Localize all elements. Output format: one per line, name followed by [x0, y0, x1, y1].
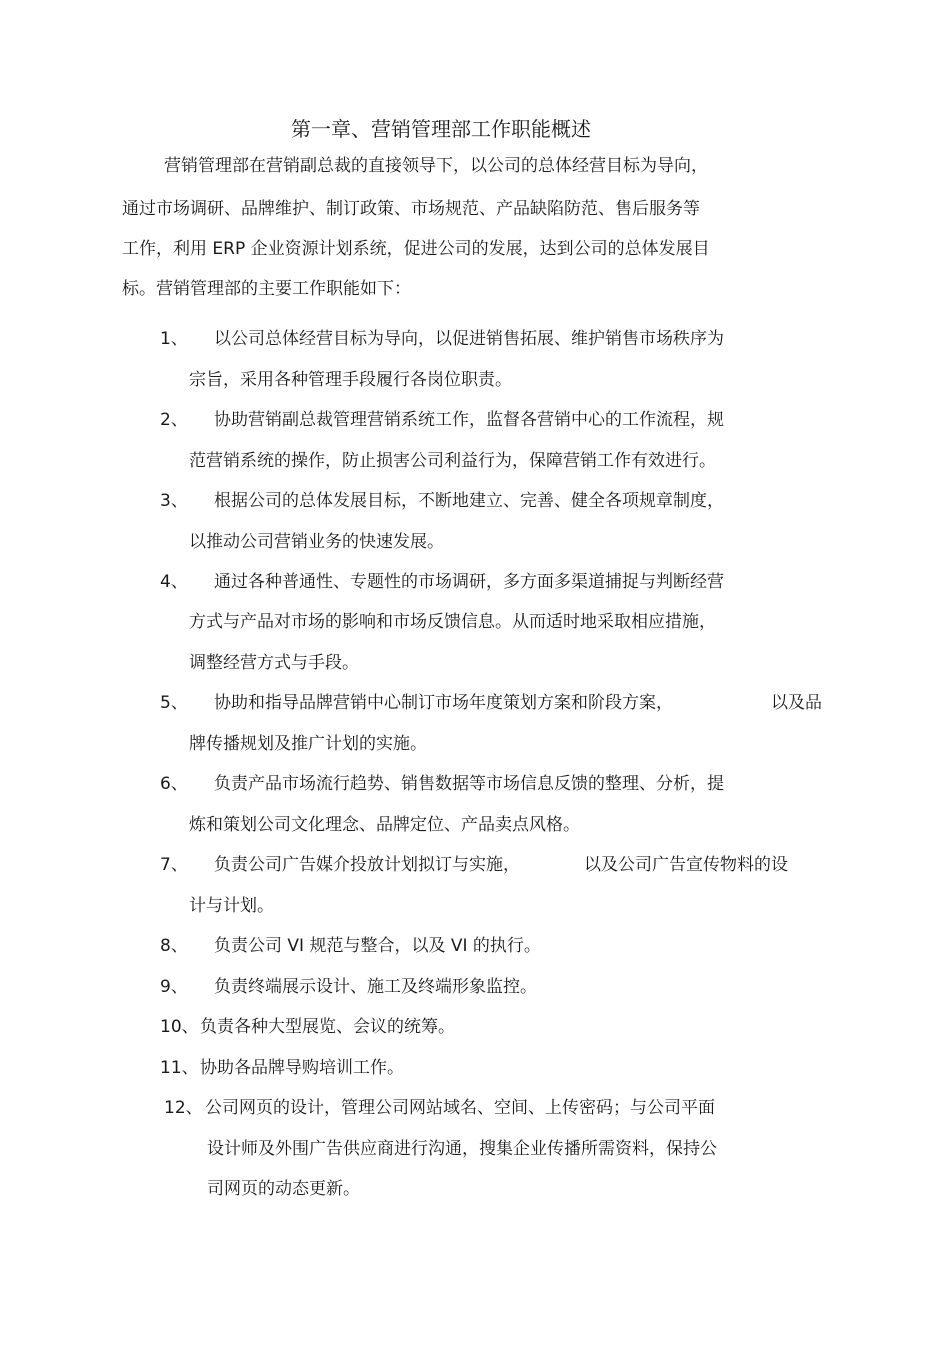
- item-number: 10、: [160, 1017, 199, 1037]
- item-text: 协助和指导品牌营销中心制订市场年度策划方案和阶段方案，: [214, 693, 673, 713]
- item-number: 12、: [164, 1098, 203, 1118]
- item-text: 调整经营方式与手段。: [189, 653, 359, 673]
- item-text: 以公司总体经营目标为导向，以促进销售拓展、维护销售市场秩序为: [214, 329, 724, 349]
- item-number: 11、: [160, 1058, 199, 1078]
- item-number: 1、: [160, 329, 188, 349]
- intro-line: 通过市场调研、品牌维护、制订政策、市场规范、产品缺陷防范、售后服务等: [122, 199, 700, 219]
- item-text: 负责产品市场流行趋势、销售数据等市场信息反馈的整理、分析，提: [214, 774, 724, 794]
- item-text: 根据公司的总体发展目标，不断地建立、完善、健全各项规章制度，: [214, 491, 724, 511]
- item-text: 以及品: [771, 693, 822, 713]
- item-number: 8、: [160, 936, 188, 956]
- item-text: 协助营销副总裁管理营销系统工作，监督各营销中心的工作流程，规: [214, 410, 724, 430]
- item-text: 司网页的动态更新。: [207, 1179, 360, 1199]
- item-number: 4、: [160, 572, 188, 592]
- item-text: 方式与产品对市场的影响和市场反馈信息。从而适时地采取相应措施，: [189, 612, 716, 632]
- item-text: 炼和策划公司文化理念、品牌定位、产品卖点风格。: [189, 815, 580, 835]
- item-number: 2、: [160, 410, 188, 430]
- item-text: 负责终端展示设计、施工及终端形象监控。: [214, 977, 537, 997]
- item-text: 通过各种普通性、专题性的市场调研，多方面多渠道捕捉与判断经营: [214, 572, 724, 592]
- item-number: 3、: [160, 491, 188, 511]
- page-title: 第一章、营销管理部工作职能概述: [291, 117, 591, 141]
- item-text: 负责公司 VI 规范与整合，以及 VI 的执行。: [214, 936, 541, 956]
- intro-line: 标。营销管理部的主要工作职能如下：: [122, 279, 411, 299]
- item-number: 6、: [160, 774, 188, 794]
- item-text: 牌传播规划及推广计划的实施。: [189, 734, 427, 754]
- item-text: 计与计划。: [189, 896, 274, 916]
- item-text: 以及公司广告宣传物料的设: [584, 855, 788, 875]
- item-text: 范营销系统的操作，防止损害公司利益行为，保障营销工作有效进行。: [189, 451, 716, 471]
- item-text: 协助各品牌导购培训工作。: [200, 1058, 404, 1078]
- item-number: 9、: [160, 977, 188, 997]
- item-text: 负责公司广告媒介投放计划拟订与实施，: [214, 855, 520, 875]
- item-text: 设计师及外围广告供应商进行沟通，搜集企业传播所需资料，保持公: [207, 1139, 717, 1159]
- item-text: 负责各种大型展览、会议的统筹。: [200, 1017, 455, 1037]
- item-text: 宗旨，采用各种管理手段履行各岗位职责。: [189, 370, 512, 390]
- item-text: 以推动公司营销业务的快速发展。: [189, 532, 444, 552]
- item-number: 5、: [160, 693, 188, 713]
- intro-line: 营销管理部在营销副总裁的直接领导下，以公司的总体经营目标为导向，: [164, 156, 708, 176]
- item-text: 公司网页的设计，管理公司网站域名、空间、上传密码；与公司平面: [205, 1098, 715, 1118]
- item-number: 7、: [160, 855, 188, 875]
- intro-line: 工作，利用 ERP 企业资源计划系统，促进公司的发展，达到公司的总体发展目: [122, 239, 710, 259]
